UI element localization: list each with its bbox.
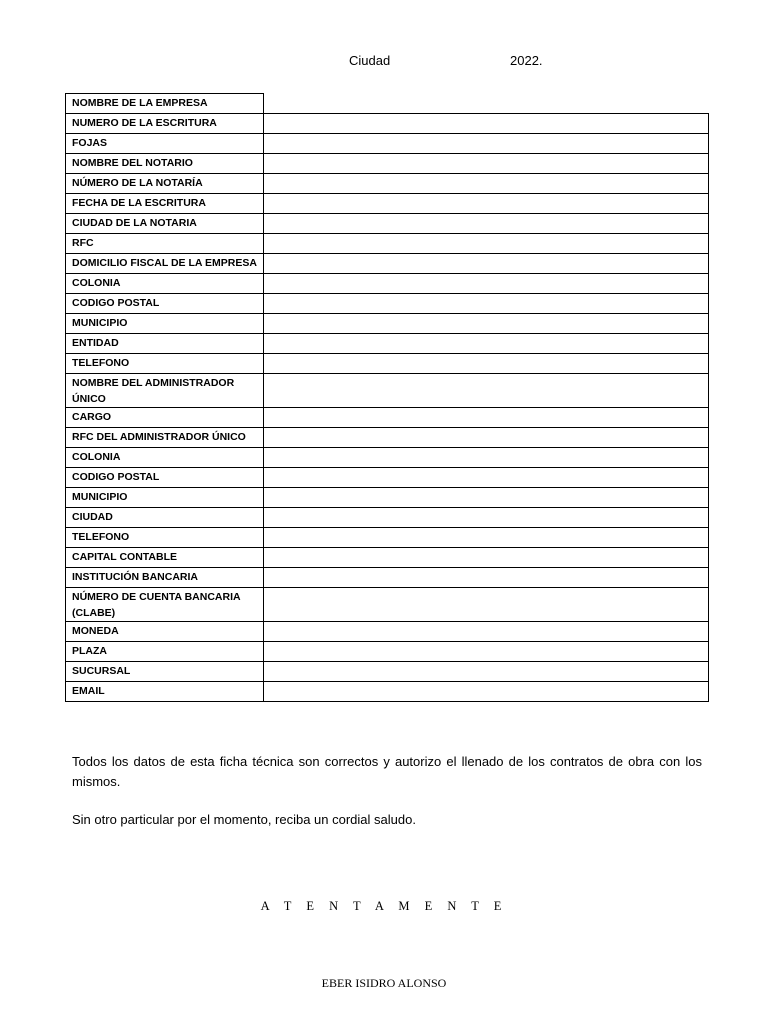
field-label: CODIGO POSTAL — [66, 294, 264, 314]
table-row — [66, 488, 709, 508]
confirmation-paragraph: Todos los datos de esta ficha técnica son correctos y autorizo el llenado de los contratos de obra con los mismos. — [72, 754, 702, 789]
field-value[interactable] — [263, 508, 708, 528]
field-value[interactable] — [263, 254, 708, 274]
field-value[interactable] — [263, 622, 708, 642]
field-label: NUMERO DE LA ESCRITURA — [66, 114, 264, 134]
field-value[interactable] — [263, 334, 708, 354]
table-row — [66, 154, 709, 174]
field-value[interactable] — [263, 194, 708, 214]
field-label: PLAZA — [66, 642, 264, 662]
header-city: Ciudad — [349, 53, 391, 68]
table-row — [66, 334, 709, 354]
field-label: CODIGO POSTAL — [66, 468, 264, 488]
company-data-table — [65, 93, 709, 702]
table-row — [66, 174, 709, 194]
field-value[interactable] — [263, 114, 708, 134]
field-value[interactable] — [263, 428, 708, 448]
field-label: FECHA DE LA ESCRITURA — [66, 194, 264, 214]
field-value[interactable] — [263, 588, 708, 622]
table-row — [66, 408, 709, 428]
table-row — [66, 314, 709, 334]
closing-salutation: A T E N T A M E N T E — [260, 899, 508, 913]
field-label: TELEFONO — [66, 528, 264, 548]
field-label: RFC — [66, 234, 264, 254]
field-value[interactable] — [263, 468, 708, 488]
field-label: EMAIL — [66, 682, 264, 702]
table-row — [66, 274, 709, 294]
field-value[interactable] — [263, 294, 708, 314]
field-value[interactable] — [263, 548, 708, 568]
field-value[interactable] — [263, 642, 708, 662]
field-value[interactable] — [263, 682, 708, 702]
field-value[interactable] — [263, 314, 708, 334]
field-value[interactable] — [263, 448, 708, 468]
table-row — [66, 588, 709, 622]
field-label: CIUDAD DE LA NOTARIA — [66, 214, 264, 234]
table-row — [66, 134, 709, 154]
field-label: ENTIDAD — [66, 334, 264, 354]
field-value[interactable] — [263, 568, 708, 588]
table-row — [66, 194, 709, 214]
field-label: COLONIA — [66, 274, 264, 294]
field-value[interactable] — [263, 528, 708, 548]
field-label: NOMBRE DEL NOTARIO — [66, 154, 264, 174]
field-label: TELEFONO — [66, 354, 264, 374]
table-row — [66, 428, 709, 448]
field-label: DOMICILIO FISCAL DE LA EMPRESA — [66, 254, 264, 274]
field-label: NÚMERO DE CUENTA BANCARIA (CLABE) — [66, 588, 264, 622]
table-row — [66, 528, 709, 548]
table-row — [66, 642, 709, 662]
table-row — [66, 468, 709, 488]
field-value[interactable] — [263, 214, 708, 234]
field-label: COLONIA — [66, 448, 264, 468]
field-value[interactable] — [263, 94, 708, 114]
field-value[interactable] — [263, 488, 708, 508]
table-row — [66, 254, 709, 274]
field-label: FOJAS — [66, 134, 264, 154]
field-value[interactable] — [263, 174, 708, 194]
table-row — [66, 508, 709, 528]
greeting-paragraph: Sin otro particular por el momento, reciba un cordial saludo. — [72, 812, 416, 827]
field-label: RFC DEL ADMINISTRADOR ÚNICO — [66, 428, 264, 448]
field-label: NOMBRE DEL ADMINISTRADOR ÚNICO — [66, 374, 264, 408]
field-value[interactable] — [263, 662, 708, 682]
table-row — [66, 234, 709, 254]
table-row — [66, 214, 709, 234]
table-row — [66, 114, 709, 134]
field-value[interactable] — [263, 408, 708, 428]
table-row — [66, 294, 709, 314]
table-row — [66, 354, 709, 374]
signature-name: EBER ISIDRO ALONSO — [321, 976, 447, 990]
header-year: 2022. — [510, 53, 543, 68]
field-value[interactable] — [263, 154, 708, 174]
field-value[interactable] — [263, 234, 708, 254]
field-label: CARGO — [66, 408, 264, 428]
table-row — [66, 622, 709, 642]
field-value[interactable] — [263, 134, 708, 154]
field-label: NÚMERO DE LA NOTARÍA — [66, 174, 264, 194]
field-label: INSTITUCIÓN BANCARIA — [66, 568, 264, 588]
field-label: SUCURSAL — [66, 662, 264, 682]
field-value[interactable] — [263, 274, 708, 294]
field-label: MONEDA — [66, 622, 264, 642]
table-row — [66, 374, 709, 408]
table-row — [66, 568, 709, 588]
field-label: MUNICIPIO — [66, 314, 264, 334]
field-label: CIUDAD — [66, 508, 264, 528]
table-row — [66, 548, 709, 568]
table-row — [66, 448, 709, 468]
field-label: MUNICIPIO — [66, 488, 264, 508]
field-value[interactable] — [263, 374, 708, 408]
table-row — [66, 662, 709, 682]
table-row — [66, 94, 709, 114]
field-value[interactable] — [263, 354, 708, 374]
field-label: NOMBRE DE LA EMPRESA — [66, 94, 264, 114]
field-label: CAPITAL CONTABLE — [66, 548, 264, 568]
table-row — [66, 682, 709, 702]
